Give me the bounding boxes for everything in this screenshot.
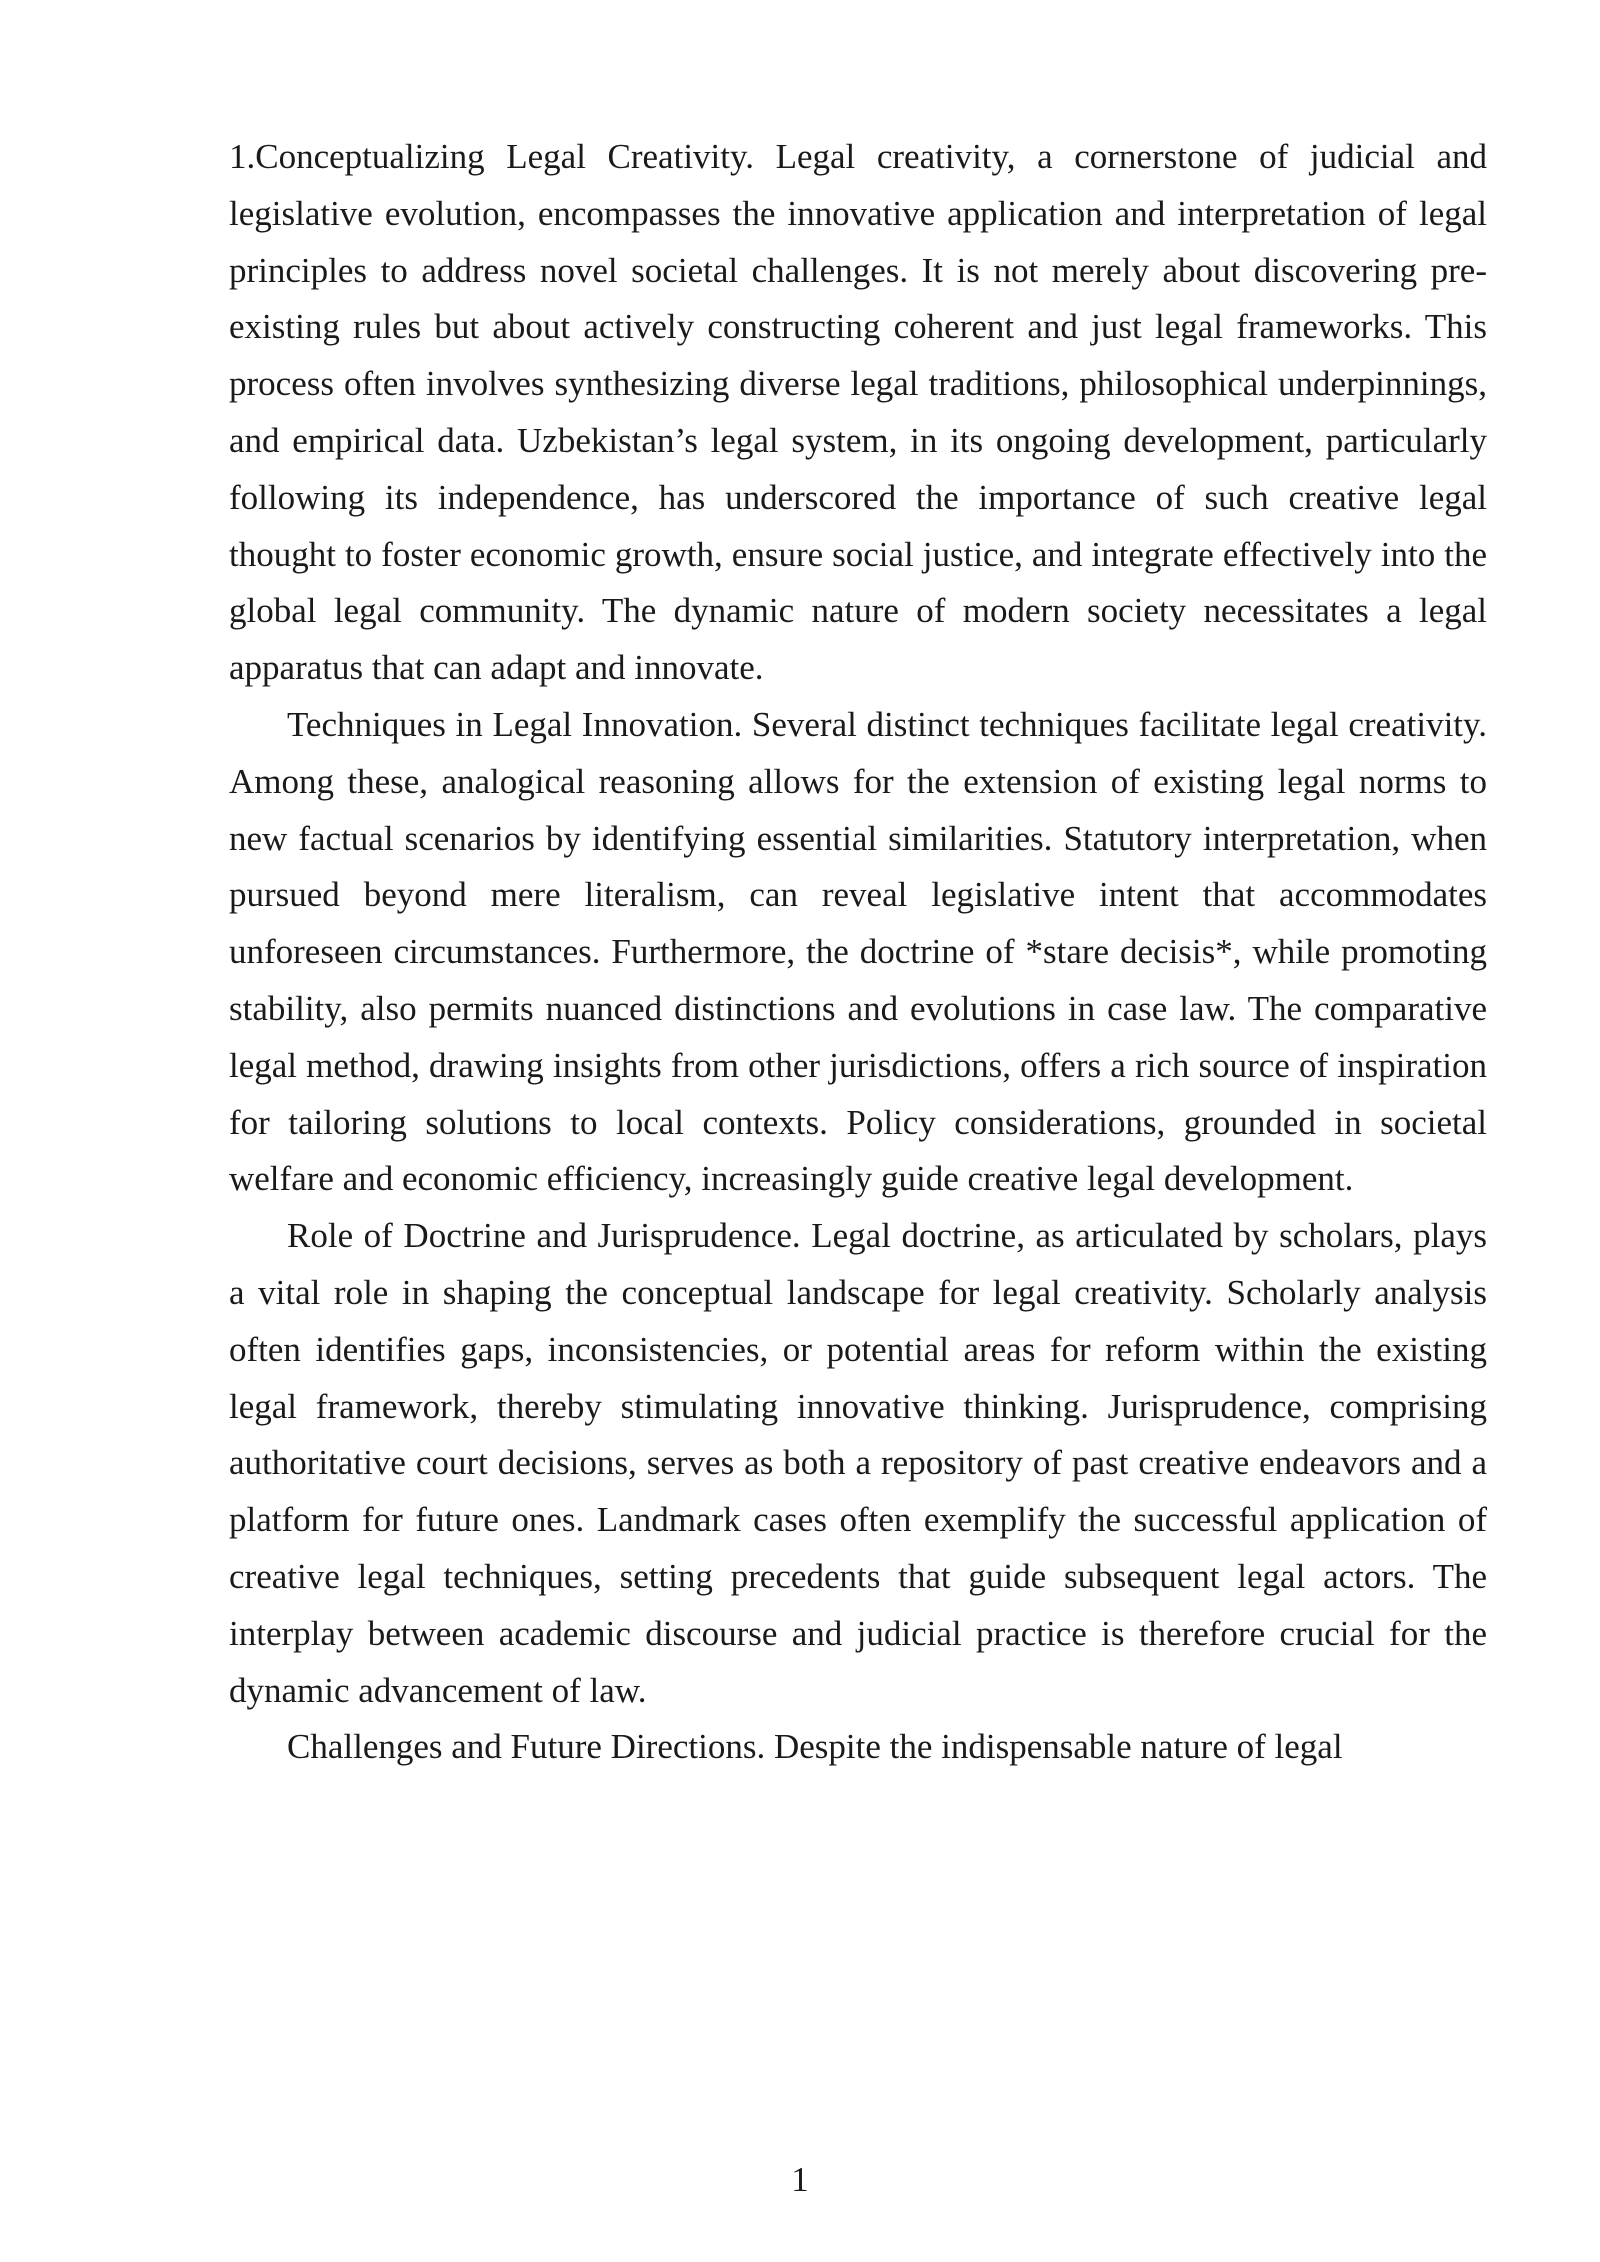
paragraph-text: Several distinct techniques facilitate legal creativity. Among these, analogical reasoning allows for the extension of existing legal norms to new factual scenarios by identifying essential similarities. Statutory interpretation, when pursued beyond mere literalism, can reveal legislative intent that accommodates unforeseen circumstances. Furthermore, the doctrine of *stare decisis*, while promoting stability, also permits nuanced distinctions and evolutions in case law. The comparative legal method, drawing insights from other jurisdictions, offers a rich source of inspiration for tailoring solutions to local contexts. Policy considerations, grounded in societal welfare and economic efficiency, increasingly guide creative legal development. bbox=[229, 704, 1487, 1199]
paragraph-text: Despite the indispensable nature of legal bbox=[765, 1727, 1343, 1767]
paragraph-techniques-in-legal-innovation bbox=[229, 697, 1487, 1208]
section-heading: Role of Doctrine and Jurisprudence. bbox=[287, 1216, 801, 1256]
page-number: 1 bbox=[791, 2160, 809, 2199]
paragraph-text: Legal doctrine, as articulated by scholars, plays a vital role in shaping the conceptual landscape for legal creativity. Scholarly analysis often identifies gaps, inconsistencies, or potential areas for reform within the existing legal framework, thereby stimulating innovative thinking. Jurisprudence, comprising authoritative court decisions, serves as both a repository of past creative endeavors and a platform for future ones. Landmark cases often exemplify the successful application of creative legal techniques, setting precedents that guide subsequent legal actors. The interplay between academic discourse and judicial practice is therefore crucial for the dynamic advancement of law. bbox=[229, 1216, 1487, 1710]
section-heading: 1.Conceptualizing Legal Creativity. bbox=[229, 137, 754, 176]
paragraph-text: Legal creativity, a cornerstone of judicial and legislative evolution, encompasses the innovative application and interpretation of legal principles to address novel societal challenges. It is not merely about discovering pre-existing rules but about actively constructing coherent and just legal frameworks. This process often involves synthesizing diverse legal traditions, philosophical underpinnings, and empirical data. Uzbekistan’s legal system, in its ongoing development, particularly following its independence, has underscored the importance of such creative legal thought to foster economic growth, ensure social justice, and integrate effectively into the global legal community. The dynamic nature of modern society necessitates a legal apparatus that can adapt and innovate. bbox=[229, 137, 1487, 688]
paragraph-conceptualizing-legal-creativity bbox=[229, 129, 1487, 697]
paragraph-challenges-and-future-directions bbox=[229, 1719, 1487, 1776]
paragraph-role-of-doctrine-and-jurisprudence bbox=[229, 1208, 1487, 1719]
document-body bbox=[229, 129, 1487, 1776]
section-heading: Techniques in Legal Innovation. bbox=[287, 704, 743, 744]
section-heading: Challenges and Future Directions. bbox=[287, 1727, 766, 1767]
